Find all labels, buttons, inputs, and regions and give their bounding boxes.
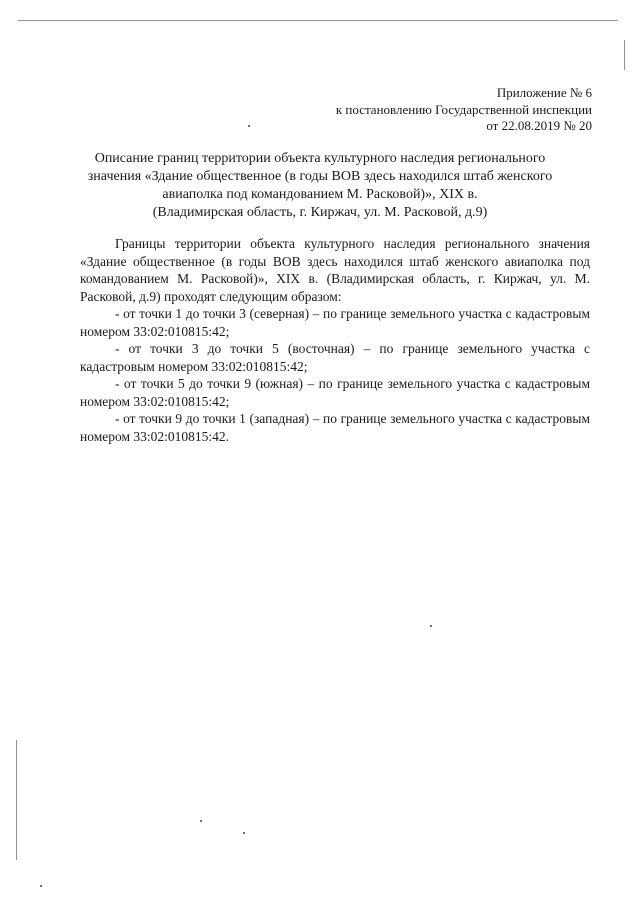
resolution-date: от 22.08.2019 № 20 xyxy=(486,118,592,133)
document-title xyxy=(60,150,580,222)
scan-speck xyxy=(40,885,42,887)
boundary-item-east: - от точки 3 до точки 5 (восточная) – по границе земельного участка с кадастровым номером 33:02:010815:42; xyxy=(80,341,590,374)
body-intro: Границы территории объекта культурного наследия регионального значения «Здание общественное (в годы ВОВ здесь находился штаб женского авиаполка под командованием М. Расковой)», XIX в. (Владимирская область, г. Киржач, ул. М. Расковой, д.9) проходят следующим образом: xyxy=(80,236,590,304)
title-line-2: значения «Здание общественное (в годы ВОВ здесь находился штаб женского xyxy=(87,169,553,184)
boundary-item-north: - от точки 1 до точки 3 (северная) – по границе земельного участка с кадастровым номером 33:02:010815:42; xyxy=(80,306,590,339)
document-body xyxy=(80,235,590,445)
title-line-1: Описание границ территории объекта культурного наследия регионального xyxy=(94,151,546,166)
resolution-label: к постановлению Государственной инспекции xyxy=(335,102,592,117)
appendix-header xyxy=(336,84,592,118)
scan-speck xyxy=(200,820,202,822)
title-line-4: (Владимирская область, г. Киржач, ул. М. Расковой, д.9) xyxy=(152,205,488,220)
appendix-label: Приложение № 6 xyxy=(496,85,592,100)
scan-speck xyxy=(248,125,250,127)
title-line-3: авиаполка под командованием М. Расковой)», XIX в. xyxy=(162,187,478,202)
boundary-item-south: - от точки 5 до точки 9 (южная) – по границе земельного участка с кадастровым номером 33:02:010815:42; xyxy=(80,376,590,409)
boundary-item-west: - от точки 9 до точки 1 (западная) – по границе земельного участка с кадастровым номером 33:02:010815:42. xyxy=(80,411,590,444)
scan-speck xyxy=(430,625,432,627)
scan-speck xyxy=(243,832,245,834)
scan-artifact-left xyxy=(16,740,17,860)
scan-artifact-top xyxy=(18,20,618,21)
scan-artifact-right xyxy=(624,40,625,70)
